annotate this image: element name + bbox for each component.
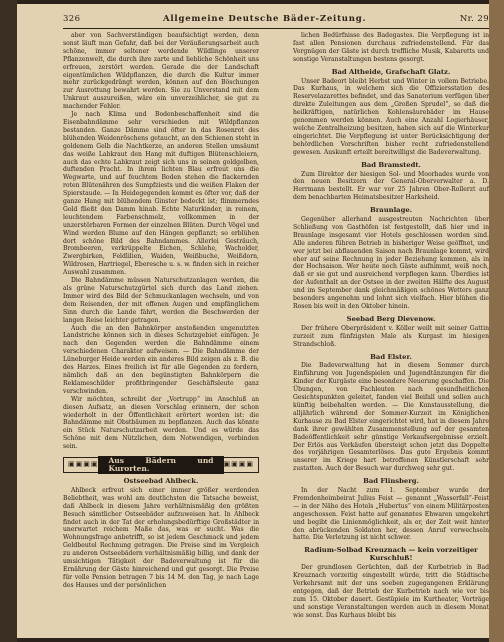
article-paragraph: Zum Direktor der hiesigen Sol- und Moorbades wurde von den neuen Besitzern der General-Oberverwalter a. D. Herrmann bestellt. Er war vor 25 Jahren Ober-Rollerzt auf dem benachbarten Heimatsbesitzer Harksheid. [293, 170, 489, 202]
article-paragraph: aber von Sachverständigen beaufsichtigt werden, denn sonst läuft man Gefahr, daß bei der Veräußerungsarbeit auch schöne, immer seltener werdende Wildlinge unserer Pflanzenwelt, die durch ihre zarte und liebliche Schönheit uns erfreuen, zerstört werden. Gerade die der Landschaft eigentümlichen Wildpflanzen, die durch die Kultur immer mehr zurückgedrängt werden, können auf den Böschungen zur Ausrottung bewahrt werden. Sie zu Unverstand mit dem Unkraut auszureißen, wäre ein unverzeihlicher, sie gut zu machender Fehler. [63, 32, 259, 111]
newspaper-page [17, 4, 489, 638]
article-paragraph: Wir möchten, schreibt der „Vortrupp“ im Anschluß an diesen Aufsatz, an diesen Vorschlag erinnern, der schon wiederholt in der Öffentlichkeit erörtert worden ist: die Bahndämme mit Obstbäumen zu bepflanzen. Auch das könnte ein Stück Naturschutzarbeit werden. Und es würde das Schöne mit dem Nützlichen, dem Notwendigen, verbinden sein. [63, 395, 259, 451]
article-heading: Bad Elster. [370, 352, 412, 361]
article-heading: Radium-Solbad Kreuznach — kein vorzeitiger Kurschluß! [304, 546, 478, 563]
issue-number: Nr. 29 [459, 14, 489, 24]
article-heading: Braunlage. [369, 206, 413, 215]
article-paragraph: Ahlbeck erfreut sich einer immer größer werdenden Beliebtheit, was wohl am deutlichsten die Tatsache beweist, daß Ahlbeck in diesem Jahre verhältnismäßig den größten Besuch sämtlicher Ostseebäder aufzuweisen hat. In Ahlbeck findet auch in der Tat der erholungsbedürftige Großstädter in unerwartet reichem Maße das, was er sucht. Was die Wohnungsfrage anbetrifft, so ist jedem Geschmack und jedem Geldbeutel Rechnung getragen. Die Preise sind im Vergleich zu anderen Ostseebädern verhältnismäßig billig, und dank der umsichtigen Tätigkeit der Badeverwaltung ist für die Ernährung der Gäste hinreichend und gut gesorgt. Die Preise für volle Pension betragen 7 bis 14 M. den Tag, je nach Lage des Hauses und der persönlichen [63, 486, 259, 589]
left-column [63, 32, 259, 632]
article-paragraph: Die Bahndämme müssen Naturschutzanlagen werden, die als grüne Naturschutzgürtel sich durch das Land ziehen. Immer wird des Bild der Schmuckanlagen wechseln, und von dem Reisenden, der mit offenen Augen und empfänglichem Sinn durch die Lande fährt, werden die Beschwerden der langen Reise leichter getragen. [63, 277, 259, 324]
page-edge [489, 0, 504, 642]
article-paragraph: Unser Badeort bleibt Herbst und Winter in vollem Betriebe. Das Kurhaus, in welchem sich die Offiziersstation des Reservelazarettes befindet, und das Sanatorium verfügen über direkte Zuleitungen aus dem „Großen Sprudel“, so daß die heilkräftigen, natürlichen Kohlensäurebäder im Hause genommen werden können. Auch eine Anzahl Logierhäuser, welche Zentralheizung besitzen, haben sich auf die Winterkur eingerichtet. Die Verpflegung ist unter Berücksichtigung der behördlichen Vorschriften bisher recht zufriedenstellend gewesen. Auskunft erteilt bereitwilligst die Badeverwaltung. [293, 77, 489, 156]
article-heading: Bad Altheide, Grafschaft Glatz. [331, 67, 451, 76]
right-column [293, 32, 489, 632]
article-paragraph: Die Badeverwaltung hat in diesem Sommer durch Einführung von Jugendspielen und Jugendtänzungen für die Kinder der Kurgäste eine besondere Neuerung geschaffen. Die Übungen, von Fachleuten nach gesundheitlichen Gesichtspunkten geleitet, fanden viel Beifall und sollen auch künftig beibehalten werden. — Die Kunstausstellung, die alljährlich während der Sommer-Kurzeit im Königlichen Kurhause zu Bad Elster eingerichtet wird, hat in diesem Jahre dank ihrer gewählten Zusammenstellung auf der gesamten Badeöffentlichkeit sehr günstige Verkaufsergebnisse erzielt. Der Erlös aus Verkäufen übersteigt schon jetzt das Doppelte des vorjährigen Gesamterlöses. Das gute Ergebnis kommt unserer im Kriege hart betroffenen Künstlerschaft sehr zustatten. Auch der Besuch war durchweg sehr gut. [293, 362, 489, 473]
book-spine [0, 0, 17, 642]
article-paragraph: lichen Bedürfnisse des Badegastes. Die Verpflegung ist in fast allen Pensionen durchaus zufriedenstellend. Für das Vergnügen der Gäste ist durch treffliche Musik, Kabaretts und sonstige Veranstaltungen bestens gesorgt. [293, 32, 489, 63]
section-title: Aus Bädern und Kurorten. [98, 456, 223, 474]
newspaper-title: Allgemeine Deutsche Bäder-Zeitung. [163, 14, 367, 24]
article-heading: Seebad Berg Dievenow. [346, 314, 436, 323]
article-paragraph: Der frühere Oberpräsident v. Köller weilt mit seiner Gattin zurzeit zum fünfzigsten Male als Kurgast im hiesigen Strandschloß. [293, 324, 489, 348]
article-paragraph: Gegenüber allerhand ausgestreuten Nachrichten über Schließung von Gasthöfen ist festgestellt, daß hier und in Braunlage insgesamt vier Hotels geschlossen worden sind. Alle anderen führen Betrieb in bisheriger Weise geöffnet, und wer jetzt bei abflauenden Saison nach Braunlage kommt, wird eher auf seine Rechnung in jeder Beziehung kommen, als in der Hochsaison. Wer heute noch Gäste aufnimmt, weiß noch, daß er sie gut und ausreichend verpflegen kann. Überdies ist der Aufenthalt an der Ostsee in der zweiten Hälfte des August und im September dank gleichmäßigen schönes Wetters ganz besonders angenehm und lohnt sich vielfach. Hier blühen die Rosen bis weit in den Oktober hinein. [293, 216, 489, 310]
article-paragraph: Auch die an den Bahnkörper anstoßenden ungenutzten Landstriche können sich in dieses Schutzgebiet einfügen. Je nach den Gegenden werden die Bahndämme einem verschiedenen Charakter aufweisen. — Die Bahndämme der Lüneburger Heide werden ein anderes Bild zeigen als z. B. die des Harzes. Eines freilich ist für alle Gegenden zu fordern, nämlich daß an den begünstigten Bahnkörpern die Reklameschilder profitbringender Geschäftsleute ganz verschwinden. [63, 324, 259, 395]
ornament-right: ▣▣▣▣ [223, 460, 254, 469]
article-paragraph: In der Nacht zum 1. September wurde der Fremdenheimbeirat Julius Feist — genannt „Wasserfall“-Feist — in der Nähe des Hotels „Hubertus“ von einem Militärposten angeschossen. Feist hatte auf genanntes Ehwaren umgekehrt und begibt die Linienmöglichkeit, als er, der Zeit weit hinter den abrückenden Soldaten her, dessen Anruf verwechseln hatte. Die Verletzung ist nicht schwer. [293, 487, 489, 542]
article-paragraph: Je nach Klima und Bodenbeschaffenheit sind die Eisenbahndämme sehr verschieden mit Wildpflanzen bestanden. Ganze Dämme sind öfter in das Rosenrot des blühenden Weidenröschens getaucht, an den Schienen steht in goldenem Gelb die Nachtkerze, an anderen Stellen umsäumt das weiße Labkraut den Hang mit duftigen Blütenschleiern, auch das echte Labkraut zeigt sich uns in seinen goldgelben, duftenden Pracht. In ihrem lichten Blau erfreut uns die Wegwarte, und auf feuchtem Boden stehen die flackernden roten Blütenähren des Sumpfziests und die weißen Flaken der Spierstaude. — In Heidegegenden kommt es öfter vor, daß der ganze Hang mit blühendem Ginster bedeckt ist; flimmerndes Gold fließt den Damm hinab. Echte Naturkinder, in reinem, leuchtendem Farbenschmelz, vollkommen in der unzerstörbaren Formen der einzelnen Blüten. Durch Vögel und Wind werden Blume auf den Hängen gepflanzt; so erblühen dort schöne Bild des Bahndammes. Allerlei Gesträuch, Brombeeren, verkrüppelte Eichen, Schlehe, Wacholder, Zwergbirken, Feldlilien, Waiden, Weißbuche, Weißdorn, Wildrosen, Hartriegel, Eberesche u. s. w. finden sich in reicher Auswahl zusammen. [63, 111, 259, 277]
article-heading: Bad Flinsberg. [363, 477, 419, 486]
ornament-left: ▣▣▣▣ [68, 460, 99, 469]
header-rule [63, 28, 489, 29]
page-number: 326 [63, 14, 81, 24]
page-header [63, 14, 489, 26]
article-paragraph: Der grundlosen Gerüchten, daß der Kurbetrieb in Bad Kreuznach vorzeitig eingestellt würde, tritt die Städtische Verkehrsamt mit der uns soeben zugegangenen Erklärung entgegen, daß der Betrieb der Kurbetrieb nach wie vor bis zum 15. Oktober dauert. Gestüpiele im Kurtheater, Vorträge und sonstige Veranstaltungen werden auch in diesem Monat wie sonst. Das Kurhaus bleibt bis [293, 564, 489, 619]
section-banner [63, 457, 259, 473]
article-heading: Bad Bramstedt. [361, 160, 421, 169]
article-heading: Ostseebad Ahlbeck. [123, 477, 199, 486]
